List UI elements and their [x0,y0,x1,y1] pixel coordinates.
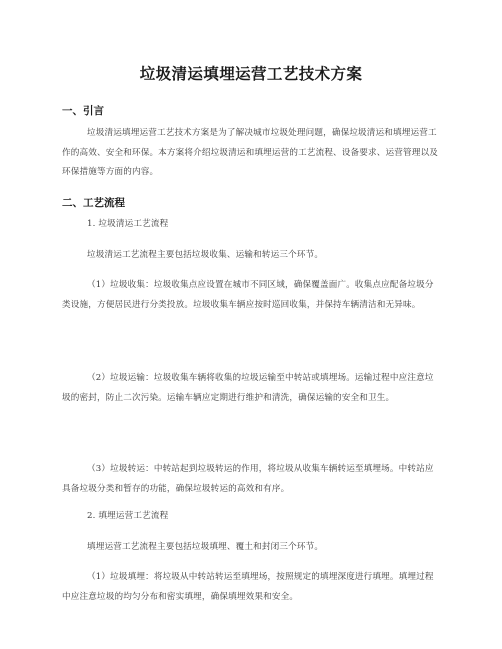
section-heading-process: 二、工艺流程 [62,197,125,209]
collection-intro-paragraph: 垃圾清运工艺流程主要包括垃圾收集、运输和转运三个环节。 [87,250,324,260]
collection-item-2-paragraph: （2）垃圾运输：垃圾收集车辆将收集的垃圾运输至中转站或填埋场。运输过程中应注意垃圾的密封，防止二次污染。运输车辆应定期进行维护和清洗，确保运输的安全和卫生。 [62,373,434,403]
introduction-paragraph: 垃圾清运填埋运营工艺技术方案是为了解决城市垃圾处理问题，确保垃圾清运和填埋运营工作的高效、安全和环保。本方案将介绍垃圾清运和填埋运营的工艺流程、设备要求、运营管理以及环保措施等方面的内容。 [62,128,438,177]
subsection-heading-landfill: 2. 填埋运营工艺流程 [87,511,169,521]
subsection-heading-collection: 1. 垃圾清运工艺流程 [87,219,169,229]
collection-item-1-paragraph: （1）垃圾收集：垃圾收集点应设置在城市不同区域，确保覆盖面广。收集点应配备垃圾分类设施，方便居民进行分类投放。垃圾收集车辆应按时巡回收集，并保持车辆清洁和无异味。 [62,280,434,310]
document-title: 垃圾清运填埋运营工艺技术方案 [139,65,363,83]
collection-item-3-paragraph: （3）垃圾转运：中转站起到垃圾转运的作用，将垃圾从收集车辆转运至填埋场。中转站应具备垃圾分类和暂存的功能，确保垃圾转运的高效和有序。 [62,464,434,494]
landfill-intro-paragraph: 填埋运营工艺流程主要包括垃圾填埋、覆土和封闭三个环节。 [87,542,324,552]
landfill-item-1-paragraph: （1）垃圾填埋：将垃圾从中转站转运至填埋场，按照规定的填埋深度进行填埋。填埋过程中应注意垃圾的均匀分布和密实填埋，确保填埋效果和安全。 [62,572,434,602]
section-heading-introduction: 一、引言 [62,105,104,117]
